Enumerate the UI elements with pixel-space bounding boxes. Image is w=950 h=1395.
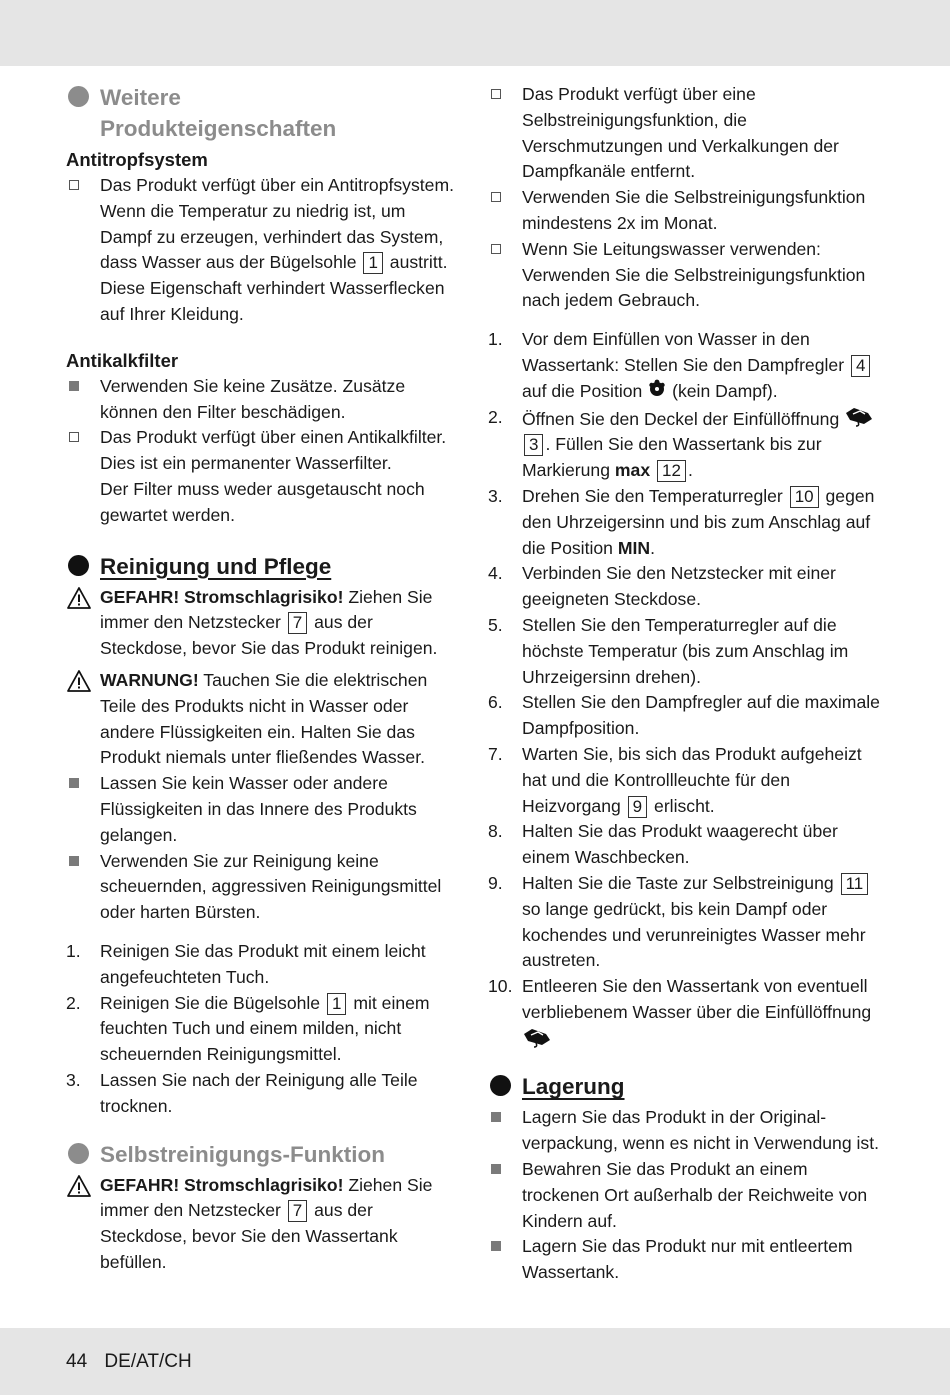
selbst-info-2: Verwenden Sie die Selbstreinigungsfunktion mindestens 2x im Monat. bbox=[488, 185, 884, 237]
warning-triangle-icon bbox=[66, 1174, 92, 1198]
info-checkbox-icon bbox=[69, 180, 79, 190]
selbst-step-5: 5. Stellen Sie den Temperaturregler auf die höchste Temperatur (bis zum Anschlag im Uhrzeigersinn drehen). bbox=[488, 614, 849, 687]
note-square-icon bbox=[491, 1112, 501, 1122]
reinigung-step-1: 1. Reinigen Sie das Produkt mit einem leicht angefeuchteten Tuch. bbox=[66, 940, 426, 987]
selbst-step-6: 6. Stellen Sie den Dampfregler auf die maximale Dampfposition. bbox=[488, 692, 880, 739]
info-checkbox-icon bbox=[491, 244, 501, 254]
part-ref: 3 bbox=[524, 434, 543, 456]
reinigung-step-2: 2. Reinigen Sie die Bügelsohle 1 mit einem feuchten Tuch und einem milden, nicht scheuernden Reinigungsmittel. bbox=[66, 992, 430, 1065]
selbst-danger-warning: GEFAHR! Stromschlagrisiko! Ziehen Sie immer den Netzstecker 7 aus der Steckdose, bevor Sie den Wassertank befüllen. bbox=[66, 1173, 462, 1276]
part-ref: 7 bbox=[288, 612, 307, 634]
section-reinigung-heading: Reinigung und Pflege bbox=[66, 551, 462, 582]
note-square-icon bbox=[69, 778, 79, 788]
section-weitere-heading bbox=[66, 82, 462, 144]
selbst-step-2: 2. Öffnen Sie den Deckel der Einfüllöffnung 3 . Füllen Sie den Wassertank bis zur Markierung max 12 . bbox=[488, 405, 884, 484]
antikalk-info: Das Produkt verfügt über einen Antikalkfilter. Dies ist ein permanenter Wasserfilter. Der Filter muss weder ausgetauscht noch gewartet werden. bbox=[66, 425, 462, 528]
reinigung-note-1: Lassen Sie kein Wasser oder andere Flüssigkeiten in das Innere des Produkts gelangen. bbox=[66, 771, 462, 848]
selbst-step-4: 4. Verbinden Sie den Netzstecker mit einer geeigneten Steckdose. bbox=[488, 563, 836, 610]
part-ref: 9 bbox=[628, 796, 647, 818]
page-footer bbox=[66, 1349, 192, 1375]
selbst-step-7: 7. Warten Sie, bis sich das Produkt aufgeheizt hat und die Kontrollleuchte für den Heizvorgang 9 erlischt. bbox=[488, 743, 862, 816]
no-steam-icon bbox=[647, 379, 667, 399]
selbst-step-9: 9. Halten Sie die Taste zur Selbstreinigung 11 so lange gedrückt, bis kein Dampf oder kochendes und verunreinigtes Wasser mehr austreten. bbox=[488, 871, 884, 974]
left-column bbox=[66, 82, 462, 1276]
warning-triangle-icon bbox=[66, 586, 92, 610]
section-selbst-heading: Selbstreinigungs-Funktion bbox=[66, 1139, 462, 1170]
selbst-info-1: Das Produkt verfügt über eine Selbstreinigungsfunktion, die Verschmutzungen und Verkalkungen der Dampfkanäle entfernt. bbox=[488, 82, 884, 185]
heading-line1: Weitere bbox=[100, 85, 181, 110]
right-column bbox=[488, 82, 884, 1286]
section-lagerung-heading: Lagerung bbox=[488, 1071, 884, 1102]
info-checkbox-icon bbox=[69, 432, 79, 442]
antikalk-note: Verwenden Sie keine Zusätze. Zusätze können den Filter beschädigen. bbox=[66, 374, 462, 426]
part-ref: 11 bbox=[841, 873, 869, 895]
page-number: 44 bbox=[66, 1351, 88, 1372]
antikalk-subheading: Antikalkfilter bbox=[66, 349, 179, 371]
water-fill-icon bbox=[522, 1026, 552, 1048]
note-square-icon bbox=[491, 1241, 501, 1251]
selbst-step-3: 3. Drehen Sie den Temperaturregler 10 gegen den Uhrzeigersinn und bis zum Anschlag auf die Position MIN. bbox=[488, 485, 875, 558]
heading-line2: Produkteigenschaften bbox=[100, 116, 337, 141]
bullet-dot-icon bbox=[68, 555, 89, 576]
water-fill-icon bbox=[844, 405, 874, 427]
reinigung-note-2: Verwenden Sie zur Reinigung keine scheuernden, aggressiven Reinigungsmittel oder harten Bürsten. bbox=[66, 849, 462, 926]
danger-warning: GEFAHR! Stromschlagrisiko! Ziehen Sie immer den Netzstecker 7 aus der Steckdose, bevor Sie das Produkt reinigen. bbox=[66, 585, 462, 662]
warning-triangle-icon bbox=[66, 669, 92, 693]
antitropf-info: Das Produkt verfügt über ein Antitropfsystem. Wenn die Temperatur zu niedrig ist, um Dampf zu erzeugen, verhindert das System, dass Wasser aus der Bügelsohle 1 austritt. Diese Eigenschaft verhindert Wasserflecken auf Ihrer Kleidung. bbox=[66, 173, 462, 328]
info-checkbox-icon bbox=[491, 89, 501, 99]
selbst-step-8: 8. Halten Sie das Produkt waagerecht über einem Waschbecken. bbox=[488, 821, 838, 868]
part-ref: 12 bbox=[657, 460, 686, 482]
reinigung-step-3: 3. Lassen Sie nach der Reinigung alle Teile trocknen. bbox=[66, 1069, 418, 1116]
bullet-dot-icon bbox=[490, 1075, 511, 1096]
part-ref: 10 bbox=[790, 486, 819, 508]
lagerung-note-1: Lagern Sie das Produkt in der Original-verpackung, wenn es nicht in Verwendung ist. bbox=[488, 1105, 884, 1157]
selbst-info-3: Wenn Sie Leitungswasser verwenden: Verwenden Sie die Selbstreinigungsfunktion nach jedem Gebrauch. bbox=[488, 237, 884, 314]
info-checkbox-icon bbox=[491, 192, 501, 202]
bullet-dot-icon bbox=[68, 1143, 89, 1164]
language-code: DE/AT/CH bbox=[104, 1351, 192, 1372]
header-band bbox=[0, 0, 950, 66]
part-ref: 1 bbox=[363, 252, 382, 274]
lagerung-note-3: Lagern Sie das Produkt nur mit entleertem Wassertank. bbox=[488, 1234, 884, 1286]
note-square-icon bbox=[491, 1164, 501, 1174]
part-ref: 7 bbox=[288, 1200, 307, 1222]
lagerung-note-2: Bewahren Sie das Produkt an einem trockenen Ort außerhalb der Reichweite von Kindern auf. bbox=[488, 1157, 884, 1234]
part-ref: 1 bbox=[327, 993, 346, 1015]
antitropf-subheading: Antitropfsystem bbox=[66, 149, 208, 170]
bullet-dot-icon bbox=[68, 86, 89, 107]
part-ref: 4 bbox=[851, 355, 870, 377]
warnung-warning: WARNUNG! Tauchen Sie die elektrischen Teile des Produkts nicht in Wasser oder andere Flüssigkeiten ein. Halten Sie das Produkt niemals unter fließendes Wasser. bbox=[66, 668, 462, 771]
note-square-icon bbox=[69, 856, 79, 866]
note-square-icon bbox=[69, 381, 79, 391]
selbst-step-1: 1. Vor dem Einfüllen von Wasser in den Wassertank: Stellen Sie den Dampfregler 4 auf die Position (kein Dampf). bbox=[488, 327, 884, 404]
selbst-step-10: 10. Entleeren Sie den Wassertank von eventuell verbliebenem Wasser über die Einfüllöffnung bbox=[488, 974, 884, 1053]
